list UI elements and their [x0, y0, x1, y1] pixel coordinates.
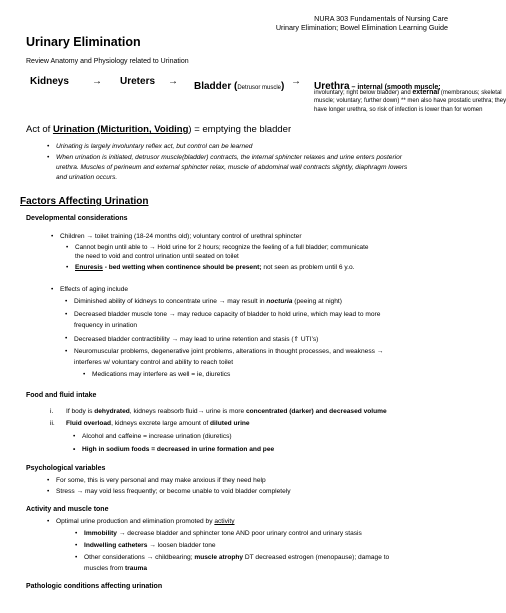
act-suffix: ) = emptying the bladder — [188, 124, 292, 135]
aging-item-2a: • Decreased bladder muscle tone → may reduce capacity of bladder to hold urine, which may lead to more — [74, 311, 380, 318]
act-prefix: Act of — [26, 124, 53, 135]
nocturia-term: nocturia — [266, 298, 293, 305]
other-rest: DT decreased estrogen (menopause); damage to — [243, 554, 390, 561]
bladder-close: ) — [281, 81, 285, 92]
act-bullet-2b: urethra. Muscles of perineum and external sphincter relax, muscle of abdominal wall contracts slightly, diaphragm lowers — [56, 164, 408, 171]
act-bullet-1: • Urinating is largely involuntary reflex act, but control can be learned — [56, 143, 252, 150]
dev-heading: Developmental considerations — [26, 215, 128, 222]
enuresis-term: Enuresis — [75, 264, 103, 271]
dev-children-sub1b: the need to void and control urination until seated on toilet — [75, 253, 239, 260]
aging-item-4a: • Neuromuscular problems, degenerative joint problems, alterations in thought processes, and weakness → — [74, 348, 383, 355]
dev-enuresis — [75, 264, 354, 271]
immobility-rest: → decrease bladder and sphincter tone AND poor urinary control and urinary stasis — [116, 530, 362, 537]
urethra-desc4: have longer urethra, so risk of infection is lower than for women — [314, 107, 483, 113]
food-item-ii — [66, 420, 250, 427]
urethra-desc3: muscle; voluntary; further down) ** men also have prostatic urethra; they — [314, 98, 506, 104]
activity-bullet-1 — [56, 518, 235, 525]
food-ii-mid: , kidneys excrete large amount of — [111, 420, 211, 427]
aging-item-3: • Decreased bladder contractibility → may lead to urine retention and stasis (⇑ UTI’s) — [74, 335, 318, 343]
trauma-term: trauma — [125, 565, 148, 572]
food-i-mid: , kidneys reabsorb fluid→ urine is more — [129, 408, 246, 415]
catheters-rest: → loosen bladder tone — [147, 542, 216, 549]
food-heading: Food and fluid intake — [26, 392, 97, 399]
fluid-overload-term: Fluid overload — [66, 420, 112, 427]
food-bullet-1: • Alcohol and caffeine = increase urination (diuretics) — [82, 433, 232, 440]
dev-children: • Children → toilet training (18-24 months old); voluntary control of urethral sphincter — [60, 233, 302, 240]
other-pre: Other considerations → childbearing; — [84, 554, 195, 561]
food-bullet-2: • High in sodium foods = decreased in urine formation and pee — [82, 446, 274, 453]
aging-heading: • Effects of aging include — [60, 286, 128, 293]
atrophy-term: muscle atrophy — [194, 554, 244, 561]
food-item-i — [66, 408, 387, 415]
urethra-desc2 — [314, 89, 502, 96]
enuresis-note: not seen as problem until 6 y.o. — [261, 264, 355, 271]
psych-bullet-1: • For some, this is very personal and may make anxious if they need help — [56, 477, 266, 484]
aging-item-5: • Medications may interfere as well = ie, diuretics — [92, 371, 230, 378]
psych-heading: Psychological variables — [26, 465, 106, 472]
food-i-marker: i. — [50, 408, 54, 415]
kidneys-label: Kidneys — [30, 76, 69, 87]
act-bullet-2a: • When urination is initiated, detrusor muscle(bladder) contracts, the internal sphincter relaxes and urine enters posterior — [56, 154, 402, 161]
arrow-icon: → — [291, 76, 301, 87]
food-ii-marker: ii. — [50, 420, 55, 427]
enuresis-def: - bed wetting when continence should be present; — [102, 264, 262, 271]
course-title: NURA 303 Fundamentals of Nursing Care — [314, 14, 448, 23]
urethra-desc2b-text: (membranous; skeletal — [439, 90, 502, 96]
page-title: Urinary Elimination — [26, 35, 141, 49]
aging-1-post: (peeing at night) — [292, 298, 342, 305]
catheters-term: Indwelling catheters — [84, 542, 148, 549]
dev-children-sub1a: • Cannot begin until able to → Hold urine for 2 hours; recognize the feeling of a full bladder; communicate — [75, 244, 368, 251]
activity-1-pre: Optimal urine production and elimination promoted by — [56, 518, 215, 525]
patho-heading: Pathologic conditions affecting urination — [26, 583, 163, 590]
ureters-label: Ureters — [120, 76, 156, 87]
activity-other-b — [84, 565, 147, 572]
dehydrated-term: dehydrated — [94, 408, 130, 415]
activity-immobility — [84, 530, 362, 537]
arrow-icon: → — [168, 76, 178, 87]
activity-term: activity — [214, 518, 235, 525]
arrow-icon: → — [92, 76, 102, 87]
concentrated-term: concentrated (darker) and decreased volume — [245, 408, 387, 415]
activity-heading: Activity and muscle tone — [26, 506, 109, 513]
urethra-label: Urethra — [314, 81, 350, 92]
external-term: external — [412, 89, 440, 96]
aging-item-2b: frequency in urination — [74, 322, 138, 329]
act-bullet-2c: and urination occurs. — [56, 174, 118, 181]
aging-item-4b: interferes w/ voluntary control and ability to reach toilet — [74, 359, 234, 366]
bladder-group — [194, 76, 284, 94]
act-term: Urination (Micturition, Voiding — [52, 124, 189, 135]
bladder-label: Bladder ( — [194, 81, 238, 92]
factors-heading: Factors Affecting Urination — [20, 196, 149, 207]
aging-item-1 — [74, 298, 342, 305]
detrusor-note: Detrusor muscle — [237, 85, 282, 91]
act-line — [26, 124, 291, 135]
urethra-desc2-text: involuntary; right below bladder) and — [314, 90, 413, 96]
guide-title: Urinary Elimination; Bowel Elimination Learning Guide — [275, 23, 448, 32]
activity-other — [84, 554, 389, 561]
review-line: Review Anatomy and Physiology related to Urination — [26, 58, 189, 65]
other-b: muscles from — [84, 565, 126, 572]
psych-bullet-2: • Stress → may void less frequently; or become unable to void bladder completely — [56, 488, 291, 495]
immobility-term: Immobility — [84, 530, 117, 537]
urethra-desc1: – internal (smooth muscle; — [349, 84, 441, 91]
food-i-pre: If body is — [66, 408, 95, 415]
activity-catheters — [84, 542, 216, 549]
diluted-term: diluted urine — [210, 420, 250, 427]
aging-1-pre: Diminished ability of kidneys to concentrate urine → may result in — [74, 298, 267, 305]
